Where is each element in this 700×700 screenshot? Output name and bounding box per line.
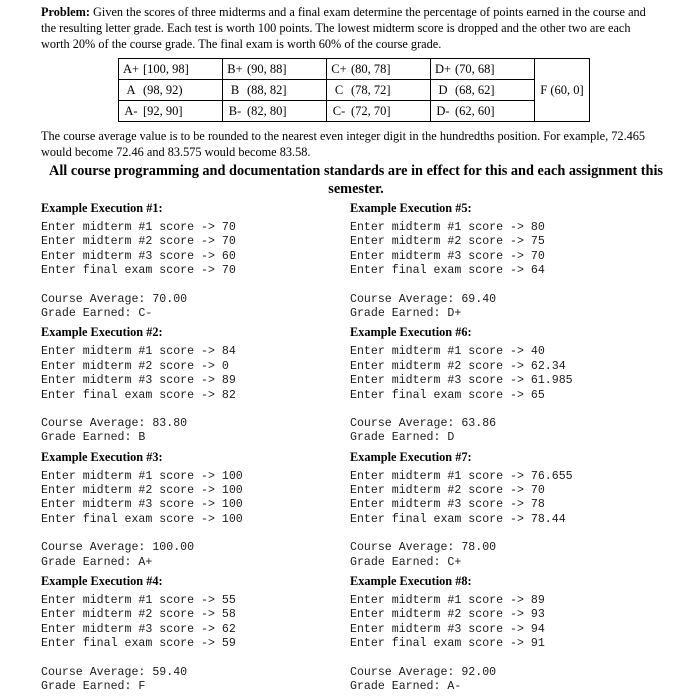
grade-range: (72, 70]: [351, 103, 391, 118]
input-line: Enter final exam score -> 78.44: [350, 512, 566, 526]
input-line: Enter midterm #3 score -> 61.985: [350, 374, 573, 388]
example-execution: [350, 200, 680, 324]
example-execution: [41, 449, 371, 573]
input-line: Enter midterm #2 score -> 93: [350, 608, 545, 622]
grade-cell: [119, 101, 223, 122]
input-line: Enter midterm #1 score -> 55: [41, 594, 236, 608]
grade-letter: C-: [332, 103, 346, 118]
input-line: Enter midterm #1 score -> 89: [350, 594, 545, 608]
input-line: Enter final exam score -> 64: [350, 264, 545, 278]
grade-cell: [223, 101, 327, 122]
grade-cell: [119, 59, 223, 80]
input-line: Enter midterm #1 score -> 80: [350, 221, 545, 234]
input-line: Enter midterm #3 score -> 89: [41, 374, 236, 388]
grade-letter: A-: [124, 103, 138, 118]
grade-range: (62, 60]: [455, 103, 495, 118]
input-line: Enter midterm #2 score -> 70: [41, 235, 236, 249]
input-line: Enter final exam score -> 100: [41, 512, 243, 526]
grade-letter: C+: [331, 61, 347, 76]
grade-range: (80, 78]: [351, 61, 391, 76]
grade-row: [119, 59, 590, 80]
input-line: Enter midterm #2 score -> 75: [350, 235, 545, 249]
input-line: Enter midterm #3 score -> 100: [41, 498, 243, 512]
grade-earned-line: Grade Earned: C-: [41, 306, 153, 320]
input-line: Enter midterm #1 score -> 100: [41, 469, 243, 483]
example-title: Example Execution #8:: [350, 574, 472, 589]
input-line: Enter final exam score -> 91: [350, 637, 545, 651]
example-execution: [41, 200, 371, 324]
course-average-line: Course Average: 59.40: [41, 665, 188, 679]
grade-letter: D+: [434, 61, 452, 76]
grade-letter: D: [438, 82, 448, 97]
grade-earned-line: Grade Earned: C+: [350, 555, 462, 569]
grade-cell: [327, 101, 431, 122]
grade-letter: C: [334, 82, 344, 97]
example-title: Example Execution #3:: [41, 449, 163, 464]
input-line: Enter final exam score -> 65: [350, 388, 545, 402]
grade-range: (68, 62]: [455, 82, 495, 97]
grade-cell: [223, 59, 327, 80]
example-title: Example Execution #1:: [41, 201, 163, 215]
grade-range: (98, 92): [143, 82, 183, 97]
example-title: Example Execution #4:: [41, 574, 163, 589]
grade-cell: [431, 80, 535, 101]
problem-text: Given the scores of three midterms and a final exam determine the percentage of points earned in the course and the resulting letter grade. Each test is worth 100 points. The lowest midterm score is dropped and the other two are each worth 20% of the course grade. The final exam is worth 60% of the course grade.: [41, 5, 646, 51]
grade-cell: [431, 59, 535, 80]
grade-cell: [327, 59, 431, 80]
course-average-line: Course Average: 63.86: [350, 416, 497, 430]
grade-letter: B: [230, 82, 240, 97]
course-average-line: Course Average: 70.00: [41, 292, 188, 306]
example-title: Example Execution #2:: [41, 325, 163, 340]
grade-range: (90, 88]: [247, 61, 287, 76]
grade-cell: [119, 80, 223, 101]
input-line: Enter final exam score -> 59: [41, 637, 236, 651]
input-line: Enter midterm #2 score -> 58: [41, 608, 236, 622]
standards-note: All course programming and documentation standards are in effect for this and each assignment this semester.: [49, 163, 663, 197]
grade-earned-line: Grade Earned: A+: [41, 555, 153, 569]
grade-letter: A: [126, 82, 136, 97]
grade-cell: [327, 80, 431, 101]
problem-statement: [41, 4, 661, 52]
course-average-line: Course Average: 78.00: [350, 541, 497, 555]
examples-left-column: [41, 200, 371, 697]
grade-range: (82, 80]: [247, 103, 287, 118]
grade-row: [119, 80, 590, 101]
example-execution: [350, 573, 680, 697]
input-line: Enter midterm #1 score -> 76.655: [350, 469, 573, 483]
input-line: Enter midterm #3 score -> 62: [41, 622, 236, 636]
input-line: Enter midterm #2 score -> 0: [41, 359, 229, 373]
input-line: Enter midterm #3 score -> 78: [350, 498, 545, 512]
input-line: Enter final exam score -> 82: [41, 388, 236, 402]
grade-letter: A+: [122, 61, 140, 76]
grade-earned-line: Grade Earned: A-: [350, 679, 462, 693]
grade-range: (70, 68]: [455, 61, 495, 76]
grade-earned-line: Grade Earned: F: [41, 679, 146, 693]
input-line: Enter midterm #1 score -> 84: [41, 345, 236, 359]
example-execution: [41, 324, 371, 448]
input-line: Enter midterm #1 score -> 70: [41, 221, 236, 234]
grade-letter: B+: [227, 61, 243, 76]
grade-row: [119, 101, 590, 122]
input-line: Enter midterm #3 score -> 60: [41, 249, 236, 263]
example-execution: [41, 573, 371, 697]
input-line: Enter midterm #1 score -> 40: [350, 345, 545, 359]
grade-range: (78, 72]: [351, 82, 391, 97]
input-line: Enter midterm #2 score -> 70: [350, 484, 545, 498]
input-line: Enter final exam score -> 70: [41, 264, 236, 278]
grade-letter: B-: [228, 103, 242, 118]
input-line: Enter midterm #3 score -> 70: [350, 249, 545, 263]
input-line: Enter midterm #2 score -> 100: [41, 484, 243, 498]
grade-scale-table: [118, 58, 590, 122]
course-average-line: Course Average: 69.40: [350, 292, 497, 306]
grade-earned-line: Grade Earned: B: [41, 431, 146, 445]
grade-earned-line: Grade Earned: D+: [350, 306, 462, 320]
course-average-line: Course Average: 92.00: [350, 665, 497, 679]
grade-range: [100, 98]: [143, 61, 189, 76]
grade-earned-line: Grade Earned: D: [350, 431, 455, 445]
examples-right-column: [350, 200, 680, 697]
problem-label: Problem:: [41, 5, 90, 19]
example-title: Example Execution #6:: [350, 325, 472, 340]
example-title: Example Execution #5:: [350, 201, 472, 215]
grade-letter: D-: [436, 103, 450, 118]
grade-range: (88, 82]: [247, 82, 287, 97]
input-line: Enter midterm #3 score -> 94: [350, 622, 545, 636]
course-average-line: Course Average: 83.80: [41, 416, 188, 430]
input-line: Enter midterm #2 score -> 62.34: [350, 359, 566, 373]
course-average-line: Course Average: 100.00: [41, 541, 195, 555]
grade-cell: [431, 101, 535, 122]
grade-range: [92, 90]: [143, 103, 183, 118]
example-execution: [350, 449, 680, 573]
grade-cell: [223, 80, 327, 101]
example-title: Example Execution #7:: [350, 449, 472, 464]
rounding-note: The course average value is to be rounded to the nearest even integer digit in the hundredths position. For example, 72.465 would become 72.46 and 83.575 would become 83.58.: [41, 129, 646, 159]
example-execution: [350, 324, 680, 448]
grade-cell-f: F (60, 0]: [535, 59, 590, 122]
